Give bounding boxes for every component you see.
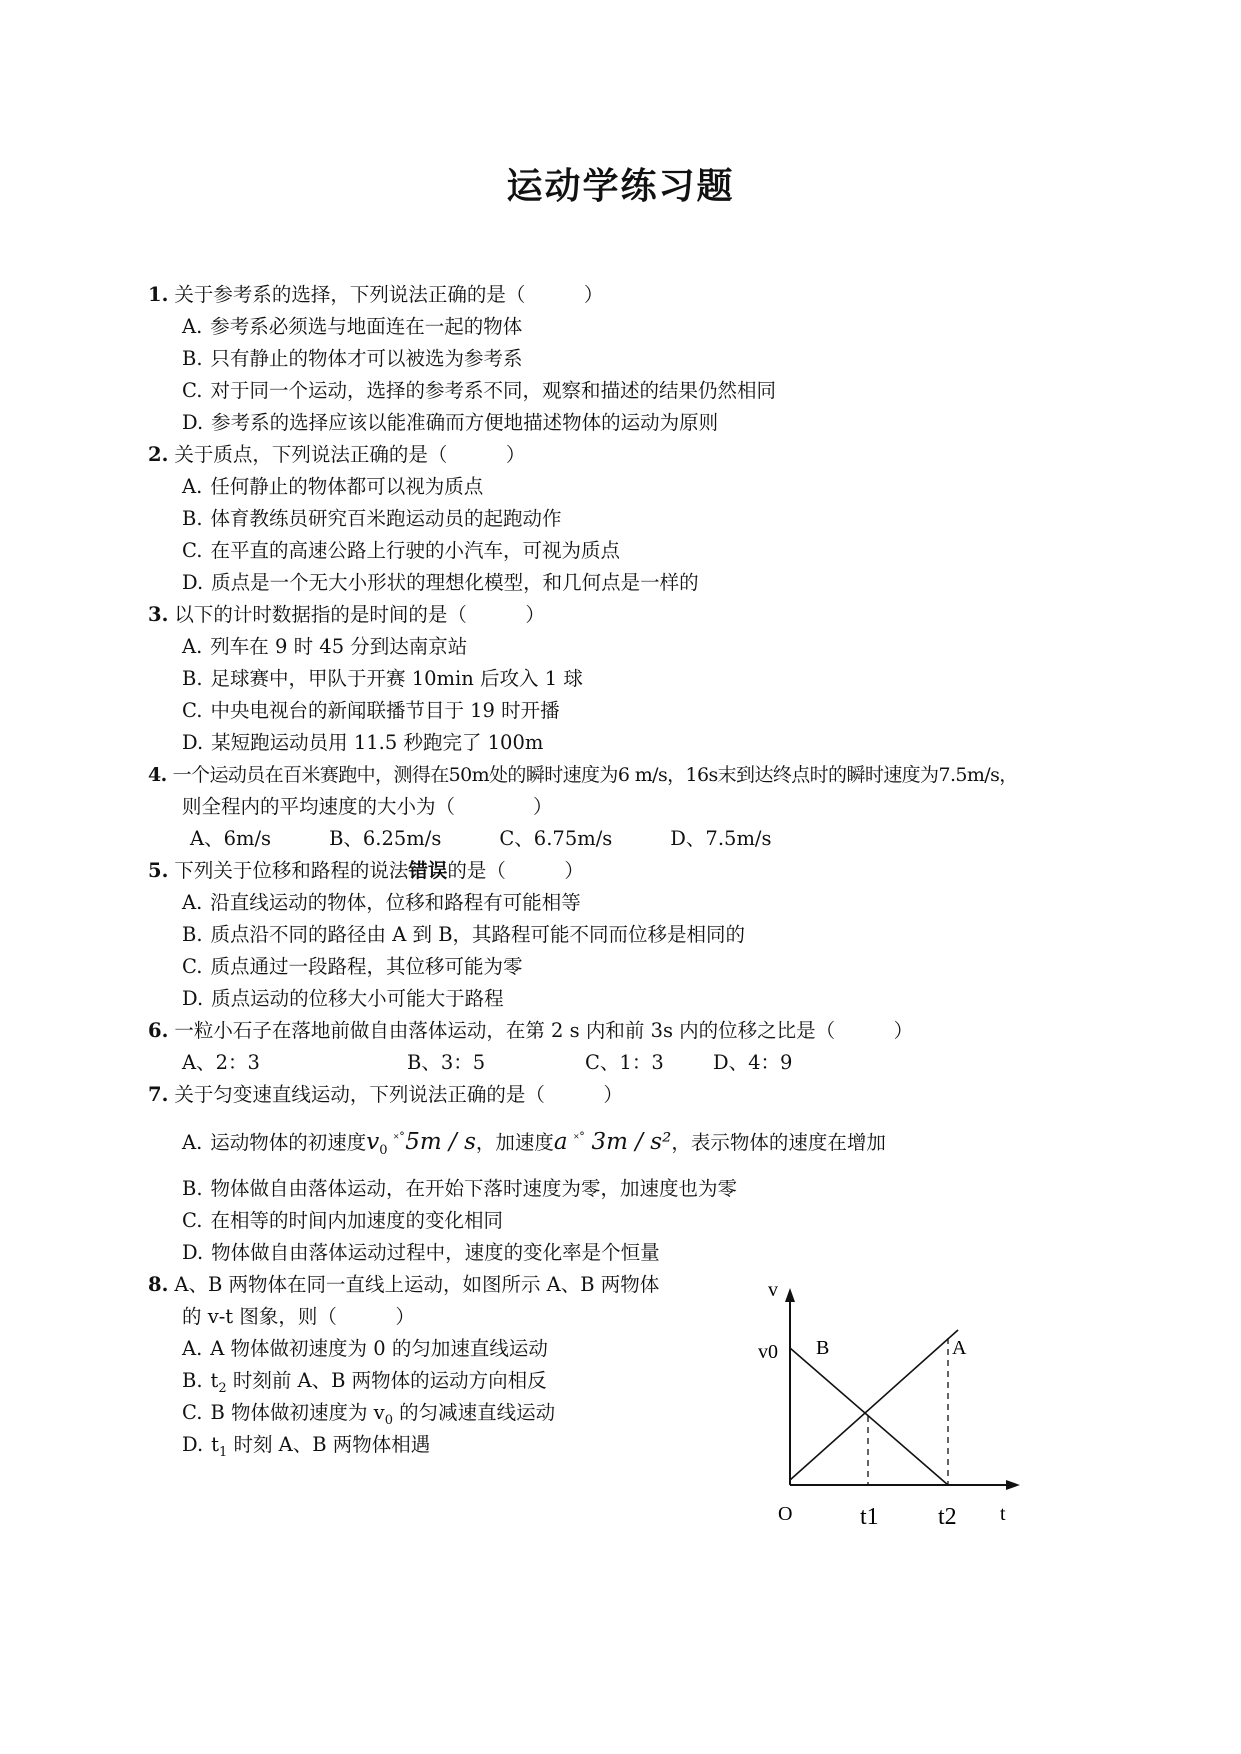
option-4b: B、6.25m/s (329, 827, 442, 850)
question-5: 5. 下列关于位移和路程的说法错误的是（ ） (148, 859, 584, 882)
question-8: 8. A、B 两物体在同一直线上运动，如图所示 A、B 两物体 (148, 1273, 660, 1296)
option-7c: C. 在相等的时间内加速度的变化相同 (182, 1209, 503, 1232)
option-3b: B. 足球赛中，甲队于开赛 10min 后攻入 1 球 (182, 667, 583, 690)
v-axis-label: v (768, 1280, 778, 1301)
option-3c: C. 中央电视台的新闻联播节目于 19 时开播 (182, 699, 560, 722)
option-3d: D. 某短跑运动员用 11.5 秒跑完了 100m (182, 731, 544, 754)
option-4d: D、7.5m/s (670, 827, 772, 850)
option-2d: D. 质点是一个无大小形状的理想化模型，和几何点是一样的 (182, 571, 699, 594)
options-4 (190, 827, 830, 851)
option-8b: B. $t_2$ 时刻前 A、B 两物体的运动方向相反 (182, 1369, 547, 1396)
question-8-continued: 的 v-t 图象，则（ ） (182, 1305, 415, 1328)
question-2: 2. 关于质点，下列说法正确的是（ ） (148, 443, 526, 466)
option-2b: B. 体育教练员研究百米跑运动员的起跑动作 (182, 507, 562, 530)
page-title: 运动学练习题 (506, 166, 735, 207)
option-7a: A. 运动物体的初速度$v_0$ ˟˚5m / s，加速度a ˟˚ 3m / s²，表示物体的速度在增加 (182, 1129, 886, 1158)
option-5c: C. 质点通过一段路程，其位移可能为零 (182, 955, 523, 978)
t-axis-arrow (1006, 1480, 1020, 1490)
options-6 (182, 1051, 792, 1075)
option-1c: C. 对于同一个运动，选择的参考系不同，观察和描述的结果仍然相同 (182, 379, 776, 402)
option-1b: B. 只有静止的物体才可以被选为参考系 (182, 347, 523, 370)
option-6d: D、4：9 (713, 1051, 793, 1074)
option-2a: A. 任何静止的物体都可以视为质点 (182, 475, 484, 498)
option-4a: A、6m/s (190, 827, 272, 850)
question-6: 6. 一粒小石子在落地前做自由落体运动，在第 2 s 内和前 3s 内的位移之比是（ ） (148, 1019, 914, 1042)
t-axis-label: t (1000, 1503, 1006, 1525)
option-1a: A. 参考系必须选与地面连在一起的物体 (182, 315, 523, 338)
option-4c: C、6.75m/s (499, 827, 613, 850)
option-6a: A、2：3 (182, 1051, 260, 1074)
question-1 (148, 283, 603, 307)
option-1d: D. 参考系的选择应该以能准确而方便地描述物体的运动为原则 (182, 411, 719, 434)
question-4-continued: 则全程内的平均速度的大小为（ ） (182, 795, 553, 818)
option-8d: D. $t_1$ 时刻 A、B 两物体相遇 (182, 1433, 431, 1460)
t2-label: t2 (938, 1504, 957, 1530)
question-number: 1. (148, 283, 169, 306)
option-5a: A. 沿直线运动的物体，位移和路程有可能相等 (182, 891, 581, 914)
option-2c: C. 在平直的高速公路上行驶的小汽车，可视为质点 (182, 539, 620, 562)
line-b-label: B (816, 1337, 830, 1359)
t1-label: t1 (860, 1504, 879, 1530)
origin-label: O (778, 1503, 793, 1525)
option-8a: A. A 物体做初速度为 0 的匀加速直线运动 (182, 1337, 548, 1360)
question-3: 3. 以下的计时数据指的是时间的是（ ） (148, 603, 545, 626)
emphasis-text: 错误 (408, 859, 448, 882)
option-5d: D. 质点运动的位移大小可能大于路程 (182, 987, 504, 1010)
line-b (790, 1348, 948, 1485)
question-stem: 关于参考系的选择，下列说法正确的是（ ） (174, 283, 604, 306)
option-6b: B、3：5 (407, 1051, 486, 1074)
option-6c: C、1：3 (585, 1051, 664, 1074)
option-5b: B. 质点沿不同的路径由 A 到 B，其路程可能不同而位移是相同的 (182, 923, 746, 946)
line-a-label: A (952, 1337, 967, 1359)
question-4: 4. 一个运动员在百米赛跑中，测得在50m处的瞬时速度为6 m/s，16s末到达终点时的瞬时速度为7.5m/s， (148, 764, 1018, 786)
question-7: 7. 关于匀变速直线运动，下列说法正确的是（ ） (148, 1083, 623, 1106)
option-3a: A. 列车在 9 时 45 分到达南京站 (182, 635, 468, 658)
v-axis-arrow (785, 1288, 795, 1302)
option-8c: C. B 物体做初速度为 $v_0$ 的匀减速直线运动 (182, 1401, 556, 1428)
option-7d: D. 物体做自由落体运动过程中，速度的变化率是个恒量 (182, 1241, 660, 1264)
option-7b: B. 物体做自由落体运动，在开始下落时速度为零，加速度也为零 (182, 1177, 738, 1200)
vt-graph (740, 1280, 1040, 1550)
v0-label: v0 (758, 1341, 778, 1363)
